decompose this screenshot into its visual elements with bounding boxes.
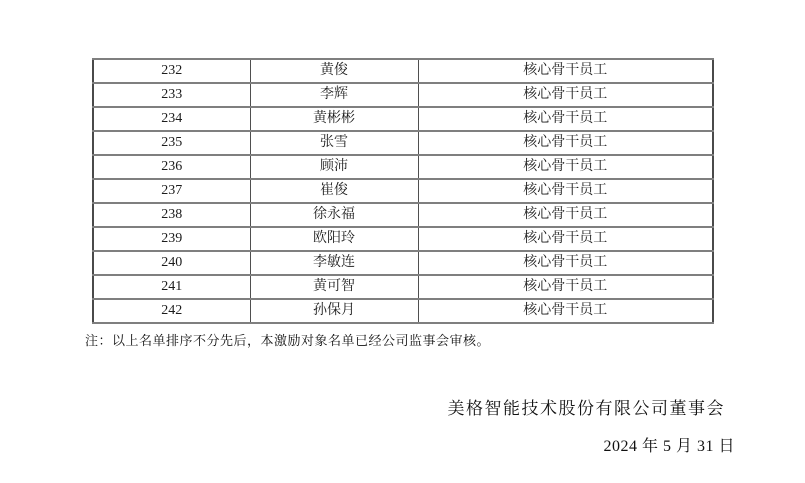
cell-serial-number: 234	[93, 107, 250, 131]
table-row	[93, 59, 713, 83]
cell-serial-number: 239	[93, 227, 250, 251]
cell-name: 孙保月	[250, 299, 418, 323]
cell-name: 张雪	[250, 131, 418, 155]
cell-serial-number: 232	[93, 59, 250, 83]
table-row	[93, 107, 713, 131]
table-row	[93, 203, 713, 227]
table-row	[93, 227, 713, 251]
cell-category: 核心骨干员工	[418, 59, 713, 83]
cell-category: 核心骨干员工	[418, 275, 713, 299]
cell-serial-number: 236	[93, 155, 250, 179]
cell-category: 核心骨干员工	[418, 299, 713, 323]
cell-category: 核心骨干员工	[418, 251, 713, 275]
table-row	[93, 179, 713, 203]
cell-name: 徐永福	[250, 203, 418, 227]
board-signature: 美格智能技术股份有限公司董事会	[447, 399, 725, 418]
table-row	[93, 299, 713, 323]
cell-category: 核心骨干员工	[418, 155, 713, 179]
table-row	[93, 83, 713, 107]
cell-serial-number: 235	[93, 131, 250, 155]
cell-name: 黄彬彬	[250, 107, 418, 131]
cell-name: 顾沛	[250, 155, 418, 179]
cell-name: 李敏连	[250, 251, 418, 275]
document-date: 2024 年 5 月 31 日	[603, 438, 735, 455]
note-text: 注：以上名单排序不分先后，本激励对象名单已经公司监事会审核。	[85, 333, 491, 348]
cell-category: 核心骨干员工	[418, 227, 713, 251]
cell-serial-number: 240	[93, 251, 250, 275]
cell-serial-number: 241	[93, 275, 250, 299]
cell-serial-number: 233	[93, 83, 250, 107]
cell-category: 核心骨干员工	[418, 179, 713, 203]
cell-serial-number: 238	[93, 203, 250, 227]
cell-category: 核心骨干员工	[418, 107, 713, 131]
cell-serial-number: 242	[93, 299, 250, 323]
cell-name: 崔俊	[250, 179, 418, 203]
table-row	[93, 251, 713, 275]
cell-category: 核心骨干员工	[418, 203, 713, 227]
cell-serial-number: 237	[93, 179, 250, 203]
cell-category: 核心骨干员工	[418, 131, 713, 155]
cell-name: 黄可智	[250, 275, 418, 299]
cell-name: 欧阳玲	[250, 227, 418, 251]
table-row	[93, 275, 713, 299]
table-row	[93, 155, 713, 179]
cell-category: 核心骨干员工	[418, 83, 713, 107]
cell-name: 黄俊	[250, 59, 418, 83]
recipient-table	[92, 58, 714, 324]
table-row	[93, 131, 713, 155]
cell-name: 李辉	[250, 83, 418, 107]
